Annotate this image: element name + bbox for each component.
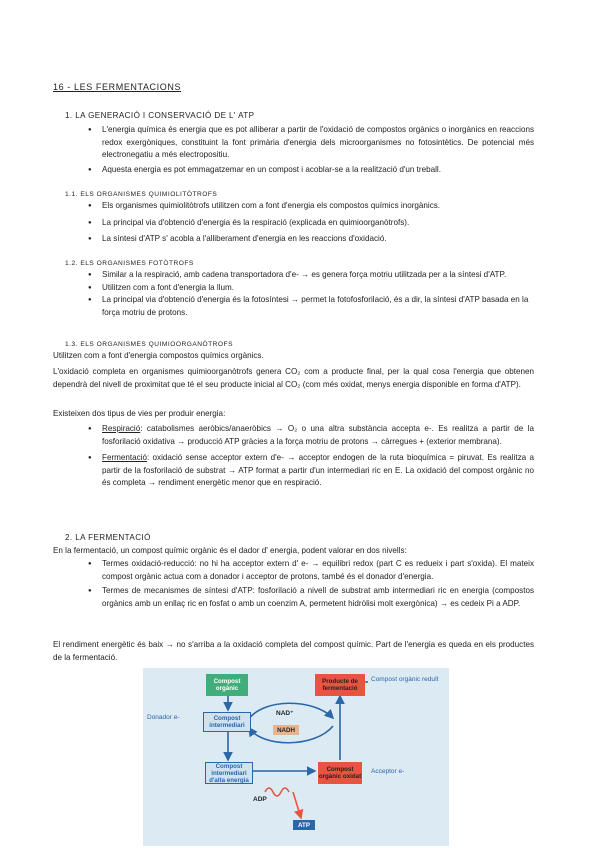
list-item: ● La principal via d'obtenció d'energia és la respiració (explicada en quimioorganòtrofs). <box>88 217 534 230</box>
fermentacio-text: : oxidació sense acceptor extern d'e- → acceptor endogen de la ruta bioquímica = piruvat. Es realitza a partir de la fosforilació de substrat → ATP format a partir d'un intermediari ric en E. La oxidació del compost orgànic no és completa → rendiment energètic menor que en respiració. <box>102 453 534 488</box>
section-1-3-list <box>88 423 534 490</box>
respiracio-text: : catabolismes aeròbics/anaeròbics → O₂ o una altra substància accepta e-. Es realitza a partir de la fosforilació oxidativa → producció ATP gràcies a la força motriu de protons → càrregues + (exterior membrana). <box>102 424 534 446</box>
list-item <box>88 452 534 490</box>
section-1-1-list <box>88 200 534 246</box>
section-2-heading: 2. LA FERMENTACIÓ <box>65 533 151 542</box>
list-item: ● Utilitzen com a font d'energia la llum. <box>88 282 534 295</box>
atp-box: ATP <box>293 820 315 830</box>
list-item: ● Termes oxidació-reducció: no hi ha acceptor extern d' e- → equilibri redox (part C es redueix i part s'oxida). El mateix compost orgànic actua com a donador i acceptor de protons, també és el donador d'energia. <box>88 558 534 583</box>
list-item: ● Aquesta energia es pot emmagatzemar en un compost i acoblar-se a la realització d'un treball. <box>88 164 534 177</box>
nadh-box: NADH <box>273 725 299 735</box>
list-item: ● Els organismes quimiolitòtrofs utilitzen com a font d'energia els compostos químics inorgànics. <box>88 200 534 213</box>
section-1-3-paragraph: L'oxidació completa en organismes quimioorganòtrofs genera CO₂ com a producte final, per la qual cosa l'energia que obtenen dependrà del nivell de proximitat que té el seu producte inicial al CO₂ (com més oxidat, menys energia disponible en forma d'ATP). <box>53 367 534 389</box>
donor-label: Donador e- <box>147 714 180 721</box>
section-1-3-intro: Utilitzen com a font d'energia compostos químics orgànics. <box>53 351 264 360</box>
high-energy-box: Compost intermediari d'alta energia <box>205 762 253 784</box>
term-respiracio: Respiració <box>102 424 141 433</box>
nad-label: NAD⁺ <box>276 710 294 717</box>
section-1-list <box>88 124 534 176</box>
fermentation-diagram <box>143 668 449 846</box>
adp-label: ADP <box>253 796 267 803</box>
section-1-3-ways: Existeixen dos tipus de vies per produir energia: <box>53 409 226 418</box>
oxidized-box: Compost orgànic oxidat <box>318 762 362 784</box>
list-item: ● La principal via d'obtenció d'energia és la fotosíntesi → permet la fotofosforilació, és a dir, la síntesi d'ATP basada en la força motriu de protons. <box>88 294 534 319</box>
section-1-2-list <box>88 269 534 319</box>
term-fermentacio: Fermentació <box>102 453 147 463</box>
list-item: ● La síntesi d'ATP s' acobla a l'alliberament d'energia en les reaccions d'oxidació. <box>88 233 534 246</box>
product-box: Producte de fermentació <box>315 674 365 696</box>
arrow-to-atp <box>293 792 301 818</box>
reduced-compound-label: Compost orgànic reduït <box>371 676 439 683</box>
section-2-list <box>88 558 534 610</box>
section-1-1-heading: 1.1. ELS ORGANISMES QUIMIOLITÒTROFS <box>65 191 218 198</box>
section-2-conclusion: El rendiment energètic és baix → no s'arriba a la oxidació completa del compost químic. Part de l'energia es queda en els productes de la fermentació. <box>53 640 534 662</box>
adp-atp-squiggle <box>265 788 289 796</box>
compost-organic-box: Compost orgànic <box>206 674 248 696</box>
list-item <box>88 423 534 448</box>
section-1-2-heading: 1.2. ELS ORGANISMES FOTÒTROFS <box>65 260 194 267</box>
section-1-3-heading: 1.3. ELS ORGANISMES QUIMIOORGANÒTROFS <box>65 341 233 348</box>
list-item: ● Termes de mecanismes de síntesi d'ATP: fosforilació a nivell de substrat amb intermediari ric en energia (compostos orgànics amb un enllaç ric en fosfat o amb un coenzim A, permetent hidròlisi molt exergònica) → es cedeix Pi a ADP. <box>88 585 534 610</box>
list-item: ● L'energia química és energia que es pot alliberar a partir de l'oxidació de compostos orgànics o inorgànics en reaccions redox exergòniques, constituint la font primària d'energia dels microorganismes no fotosintètics. De potencial més electronegatiu a més electropositiu. <box>88 124 534 162</box>
section-1-heading: 1. LA GENERACIÓ I CONSERVACIÓ DE L' ATP <box>65 111 255 120</box>
section-2-intro: En la fermentació, un compost químic orgànic és el dador d' energia, podent valorar en dos nivells: <box>53 546 407 555</box>
acceptor-label: Acceptor e- <box>371 768 405 775</box>
intermediate-box: Compost intermediari <box>203 712 251 732</box>
list-item: ● Similar a la respiració, amb cadena transportadora d'e- → es genera força motriu utilitzada per a la síntesi d'ATP. <box>88 269 534 282</box>
page-title: 16 - LES FERMENTACIONS <box>53 82 182 92</box>
